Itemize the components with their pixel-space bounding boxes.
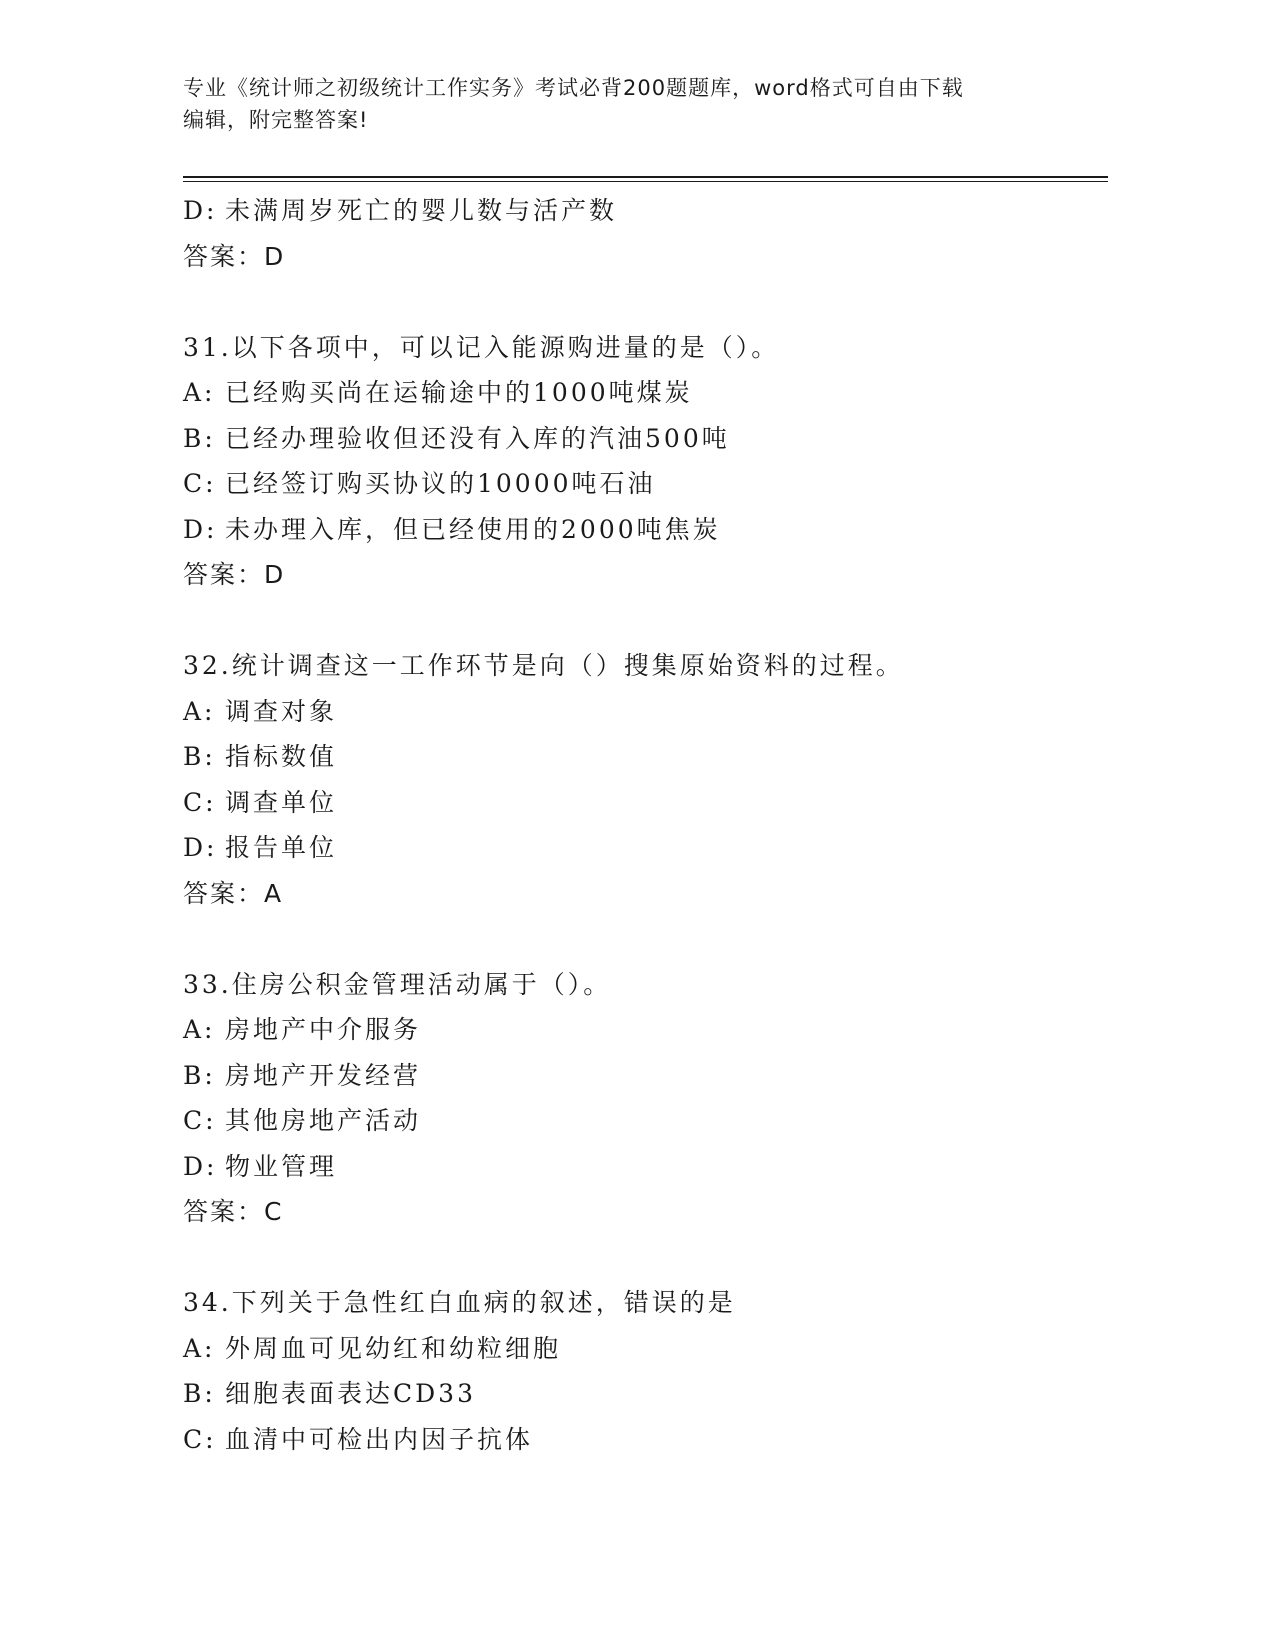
question-stem: 33.住房公积金管理活动属于（）。 [183, 969, 612, 999]
option-a [183, 370, 1108, 416]
option-label: B: [183, 423, 216, 453]
option-label: D: [183, 833, 218, 862]
document-header [183, 72, 1063, 136]
option-d [183, 825, 1108, 871]
spacer [183, 598, 1108, 644]
option-c [183, 1417, 1108, 1463]
option-text: 血清中可检出内因子抗体 [225, 1424, 534, 1454]
answer-line: 答案：D [183, 241, 286, 271]
option-label: C: [183, 787, 217, 817]
option-text: 已经签订购买协议的10000吨石油 [225, 469, 656, 498]
option-text: 细胞表面表达CD33 [225, 1379, 476, 1408]
option-label: D: [183, 1151, 218, 1181]
option-label: C: [183, 1106, 217, 1135]
option-text: 房地产中介服务 [225, 1015, 422, 1044]
option-d [183, 1144, 1108, 1190]
option-b [183, 416, 1108, 462]
question-32 [183, 643, 1108, 916]
option-label: D: [183, 514, 218, 544]
header-divider-thick [183, 176, 1108, 178]
option-text: 指标数值 [225, 742, 338, 771]
option-b [183, 1053, 1108, 1099]
question-31 [183, 325, 1108, 598]
option-label: B: [183, 742, 216, 771]
option-text: 调查对象 [225, 696, 338, 726]
option-c [183, 1098, 1108, 1144]
option-label: B: [183, 1060, 216, 1090]
spacer [183, 279, 1108, 325]
header-divider-thin [183, 181, 1108, 182]
spacer [183, 916, 1108, 962]
option-text: 报告单位 [225, 833, 338, 862]
option-text: 外周血可见幼红和幼粒细胞 [225, 1333, 562, 1363]
question-list [183, 188, 1108, 1462]
option-label: A: [183, 1333, 216, 1363]
option-text: 房地产开发经营 [225, 1060, 422, 1090]
option-label: A: [183, 696, 216, 726]
answer-line: 答案：D [183, 560, 286, 589]
question-33 [183, 962, 1108, 1235]
option-label: C: [183, 1424, 217, 1454]
option-a [183, 1326, 1108, 1372]
option-label: A: [183, 1015, 216, 1044]
option-b [183, 1371, 1108, 1417]
option-text: 调查单位 [225, 787, 338, 817]
answer-line: 答案：C [183, 1197, 284, 1226]
header-line-2: 编辑，附完整答案! [183, 108, 369, 132]
option-c [183, 461, 1108, 507]
option-b [183, 734, 1108, 780]
option-text: 物业管理 [225, 1151, 338, 1181]
header-line-1: 专业《统计师之初级统计工作实务》考试必背200题题库，word格式可自由下载 [183, 76, 964, 100]
option-label: B: [183, 1379, 216, 1408]
option-label: C: [183, 469, 217, 498]
option-a [183, 689, 1108, 735]
question-stem: 34.下列关于急性红白血病的叙述，错误的是 [183, 1288, 736, 1317]
option-text: 已经购买尚在运输途中的1000吨煤炭 [225, 378, 693, 407]
question-stem: 31.以下各项中，可以记入能源购进量的是（）。 [183, 332, 780, 362]
option-label: D: [183, 196, 218, 225]
spacer [183, 1235, 1108, 1281]
option-label: A: [183, 378, 216, 407]
option-d [183, 188, 1108, 234]
option-text: 未满周岁死亡的婴儿数与活产数 [225, 196, 618, 225]
option-c [183, 780, 1108, 826]
question-34 [183, 1280, 1108, 1462]
option-a [183, 1007, 1108, 1053]
option-text: 其他房地产活动 [225, 1106, 422, 1135]
question-stem: 32.统计调查这一工作环节是向（）搜集原始资料的过程。 [183, 651, 904, 680]
option-d [183, 507, 1108, 553]
option-text: 未办理入库，但已经使用的2000吨焦炭 [225, 514, 721, 544]
option-text: 已经办理验收但还没有入库的汽油500吨 [225, 423, 730, 453]
answer-line: 答案：A [183, 878, 284, 908]
